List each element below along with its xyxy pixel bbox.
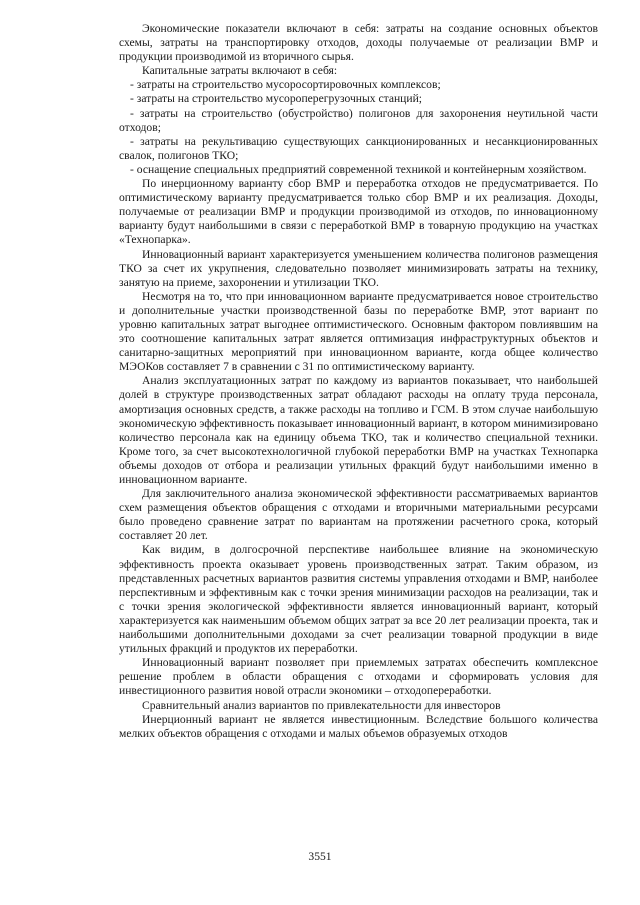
list-item-landfills: - затраты на строительство (обустройство) полигонов для захоронения неутильной части отходов; <box>119 106 598 134</box>
paragraph-innovative-variant: Инновационный вариант характеризуется уменьшением количества полигонов размещения ТКО за счет их укрупнения, следовательно позволяет минимизировать затраты на технику, занятую на приеме, захоронении и утилизации ТКО. <box>119 247 598 289</box>
paragraph-inertial-variant: По инерционному варианту сбор ВМР и переработка отходов не предусматривается. По оптимистическому варианту предусматривается только сбор ВМР и их реализация. Доходы, получаемые от реализации ВМР и продукции производимой из отходов, по инновационному варианту будут наибольшими в связи с переработкой ВМР в товарную продукцию на участках «Технопарка». <box>119 177 598 247</box>
document-body <box>119 22 598 741</box>
list-item-equipment: - оснащение специальных предприятий современной техникой и контейнерным хозяйством. <box>130 162 587 176</box>
paragraph-economic-indicators: Экономические показатели включают в себя: затраты на создание основных объектов схемы, затраты на транспортировку отходов, доходы получаемые от реализации ВМР и продукции производимой из вторичного сырья. <box>119 22 598 64</box>
paragraph-innovative-allows: Инновационный вариант позволяет при приемлемых затратах обеспечить комплексное решение проблем в области обращения с отходами и сформировать условия для инвестиционного развития новой отрасли экономики – отходопереработки. <box>119 656 598 698</box>
list-item-transfer-stations: - затраты на строительство мусороперегрузочных станций; <box>130 92 423 106</box>
list-item-recultivation: - затраты на рекультивацию существующих санкционированных и несанкционированных свалок, полигонов ТКО; <box>119 134 598 162</box>
paragraph-investor-heading: Сравнительный анализ вариантов по привлекательности для инвесторов <box>142 698 501 712</box>
paragraph-capital-costs-intro: Капитальные затраты включают в себя: <box>142 64 338 78</box>
paragraph-operating-costs: Анализ эксплуатационных затрат по каждому из вариантов показывает, что наибольшей долей в структуре производственных затрат обладают расходы на оплату труда персонала, амортизация основных средств, а также расходы на топливо и ГСМ. В этом случае наибольшую экономическую эффективность показывает инновационный вариант, в котором минимизировано количество персонала как на единицу объема ТКО, так и количество специальной техники. Кроме того, за счет высокотехнологичной глубокой переработки ВМР на участках Технопарка объемы доходов от отбора и реализации утильных фракций будут наибольшими именно в инновационном варианте. <box>119 374 598 486</box>
paragraph-long-term: Как видим, в долгосрочной перспективе наибольшее влияние на экономическую эффективность проекта оказывает уровень производственных затрат. Таким образом, из представленных расчетных вариантов развития системы управления отходами и ВМР, наиболее перспективным и эффективным как с точки зрения минимизации расходов на реализации, так и с точки зрения экологической эффективности является инновационный вариант, который характеризуется как наименьшим объемом общих затрат за все 20 лет реализации проекта, так и наибольшими дополнительными доходами за счет реализации товарной продукции в виде утильных фракций и продуктов их переработки. <box>119 543 598 656</box>
page-number: 3551 <box>308 850 332 863</box>
list-item-sorting-complexes: - затраты на строительство мусоросортировочных комплексов; <box>130 78 441 92</box>
paragraph-final-analysis: Для заключительного анализа экономической эффективности рассматриваемых вариантов схем размещения объектов обращения с отходами и вторичными материальными ресурсами было проведено сравнение затрат по вариантам на протяжении расчетного срока, который составляет 20 лет. <box>119 487 598 543</box>
paragraph-inertial-not-investment: Инерционный вариант не является инвестиционным. Вследствие большого количества мелких объектов обращения с отходами и малых объемов образуемых отходов <box>119 712 598 740</box>
paragraph-despite: Несмотря на то, что при инновационном варианте предусматривается новое строительство и дополнительные участки производственной базы по переработке ВМР, этот вариант по уровню капитальных затрат выгоднее оптимистического. Основным фактором повлиявшим на это соотношение капитальных затрат является оптимизация инфраструктурных объектов и санитарно-защитных мероприятий при инновационном варианте, когда общее количество МЭОКов составляет 7 в сравнении с 31 по оптимистическому варианту. <box>119 289 598 374</box>
